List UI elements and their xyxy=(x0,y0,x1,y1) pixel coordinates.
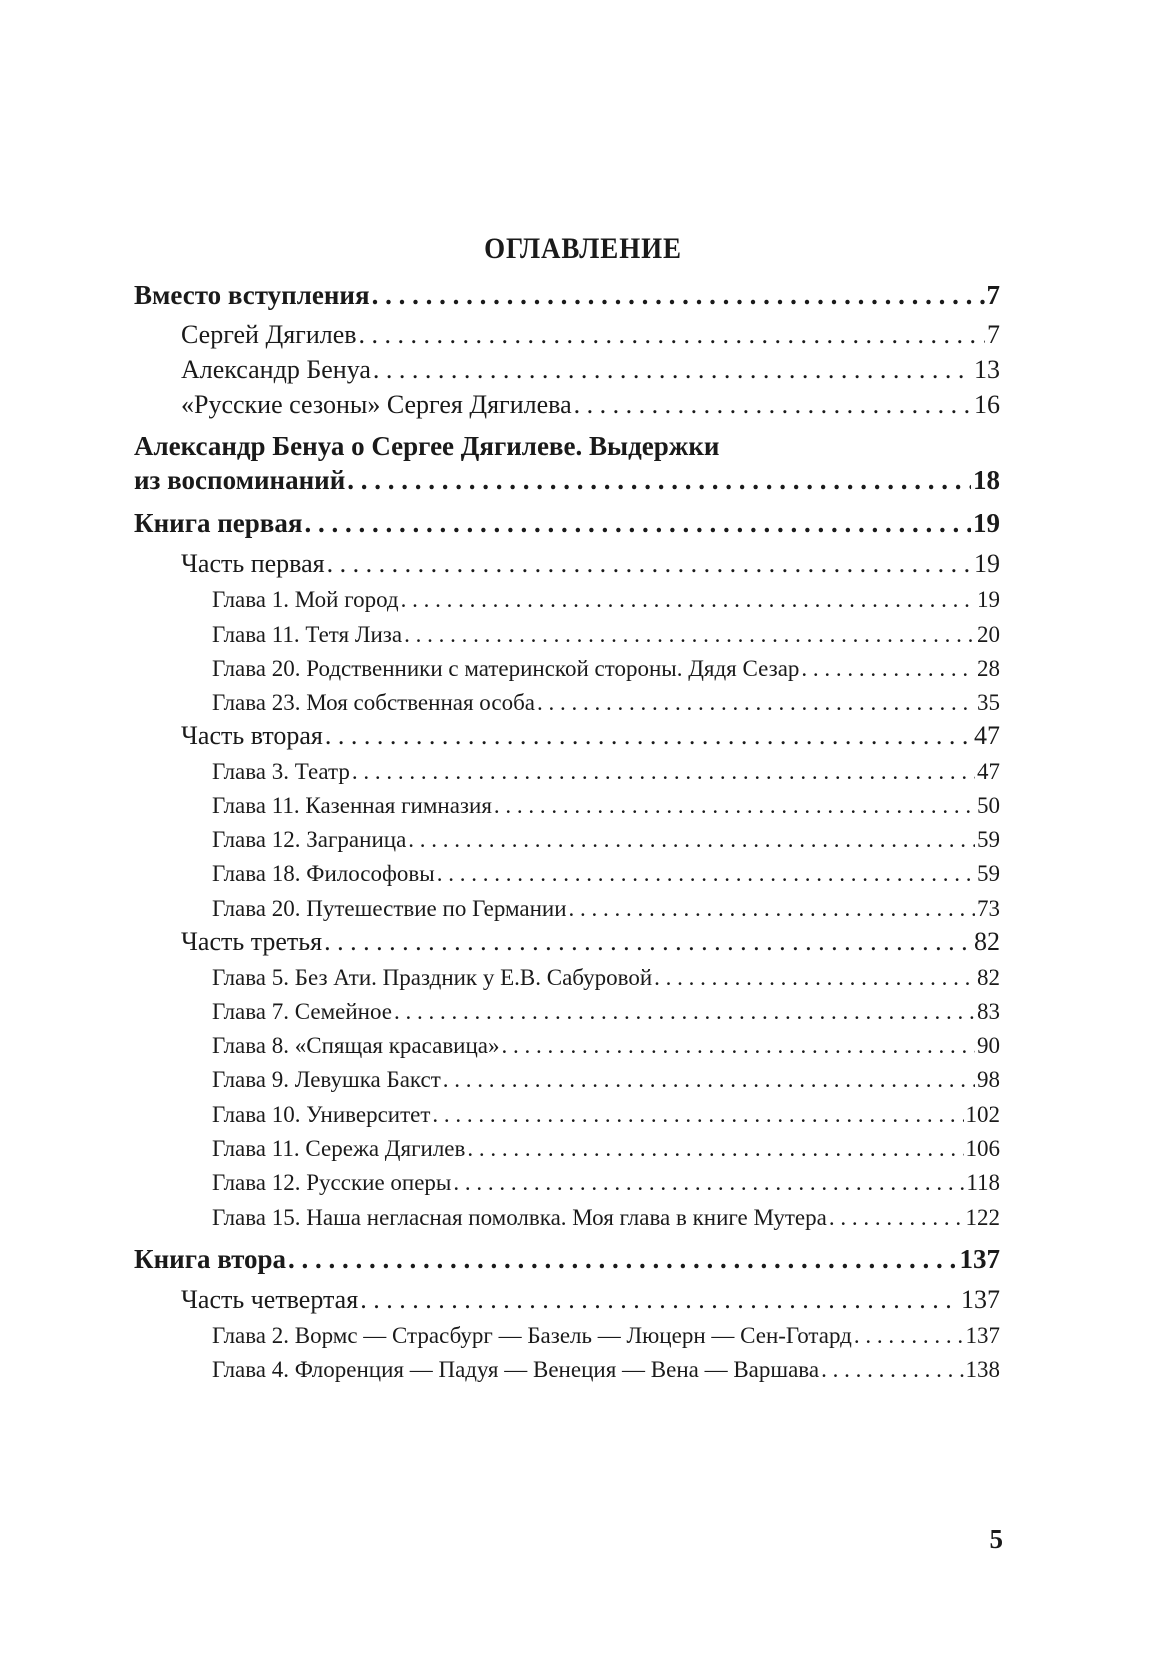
toc-entry-chapter[interactable] xyxy=(212,1103,1000,1126)
page-number: 5 xyxy=(989,1524,1003,1554)
toc-entry-chapter[interactable] xyxy=(212,760,1000,783)
toc-entry-diaghilev[interactable] xyxy=(181,322,1000,348)
dot-leader xyxy=(401,588,975,611)
toc-entry-title: Часть вторая xyxy=(181,721,323,750)
toc-entry-title: Глава 2. Вормс — Страсбург — Базель — Люцерн — Сен-Готард xyxy=(212,1323,852,1348)
toc-entry-title: Глава 11. Сережа Дягилев xyxy=(212,1136,466,1161)
toc-entry-page: 137 xyxy=(965,1323,1000,1348)
dot-leader xyxy=(574,392,972,418)
toc-heading: ОГЛАВЛЕНИЕ xyxy=(484,232,682,265)
toc-entry-page: 122 xyxy=(965,1205,1000,1230)
toc-entry-title: Вместо вступления xyxy=(134,280,370,310)
toc-entry-title: Глава 1. Мой город xyxy=(212,587,399,612)
toc-entry-page: 59 xyxy=(977,827,1000,852)
toc-entry-page: 83 xyxy=(977,999,1000,1024)
toc-entry-page: 35 xyxy=(977,690,1000,715)
toc-entry-title: Глава 11. Казенная гимназия xyxy=(212,793,492,818)
toc-entry-page: 13 xyxy=(974,355,1000,384)
toc-entry-title: Глава 20. Родственники с материнской стороны. Дядя Сезар xyxy=(212,656,800,681)
dot-leader xyxy=(352,760,975,783)
toc-entry-chapter[interactable] xyxy=(212,966,1000,989)
dot-leader xyxy=(537,691,975,714)
toc-entry-page: 19 xyxy=(977,587,1000,612)
toc-entry-chapter[interactable] xyxy=(212,794,1000,817)
toc-entry-chapter[interactable] xyxy=(212,588,1000,611)
toc-entry-title: Глава 5. Без Ати. Праздник у Е.В. Сабуровой xyxy=(212,965,653,990)
toc-entry-title: Глава 4. Флоренция — Падуя — Венеция — Вена — Варшава xyxy=(212,1357,820,1382)
toc-entry-page: 19 xyxy=(974,549,1000,578)
toc-entry-title: из воспоминаний xyxy=(134,465,346,495)
toc-entry-chapter[interactable] xyxy=(212,1000,1000,1023)
toc-entry-chapter[interactable] xyxy=(212,1137,1000,1160)
toc-entry-chapter[interactable] xyxy=(212,1358,1000,1381)
toc-entry-chapter[interactable] xyxy=(212,1206,1000,1229)
toc-entry-title: Глава 8. «Спящая красавица» xyxy=(212,1033,500,1058)
toc-entry-chapter[interactable] xyxy=(212,623,1000,646)
dot-leader xyxy=(443,1068,975,1091)
toc-entry-chapter[interactable] xyxy=(212,828,1000,851)
toc-entry-title: Глава 23. Моя собственная особа xyxy=(212,690,535,715)
toc-entry-title: Книга первая xyxy=(134,508,303,538)
toc-entry-title: Глава 11. Тетя Лиза xyxy=(212,622,403,647)
toc-entry-chapter[interactable] xyxy=(212,1034,1000,1057)
toc-entry-page: 7 xyxy=(987,320,1000,349)
dot-leader xyxy=(372,282,985,309)
toc-entry-title: Глава 9. Левушка Бакст xyxy=(212,1067,441,1092)
toc-entry-page: 7 xyxy=(986,280,1000,310)
toc-entry-chapter[interactable] xyxy=(212,897,1000,920)
dot-leader xyxy=(327,551,972,577)
toc-entry-chapter[interactable] xyxy=(212,691,1000,714)
toc-entry-title: Глава 15. Наша негласная помолвка. Моя глава в книге Мутера xyxy=(212,1205,827,1230)
toc-entry-chapter[interactable] xyxy=(212,1068,1000,1091)
toc-entry-page: 106 xyxy=(965,1136,1000,1161)
toc-entry-memoirs-line1[interactable]: Александр Бенуа о Сергее Дягилеве. Выдержки xyxy=(134,431,720,461)
dot-leader xyxy=(494,794,975,817)
toc-entry-page: 59 xyxy=(977,861,1000,886)
dot-leader xyxy=(453,1171,964,1194)
toc-entry-page: 138 xyxy=(965,1357,1000,1382)
toc-entry-chapter[interactable] xyxy=(212,1171,1000,1194)
toc-entry-page: 47 xyxy=(974,721,1000,750)
toc-entry-part-two[interactable] xyxy=(181,723,1000,749)
toc-entry-page: 18 xyxy=(973,465,1000,495)
toc-entry-title: Глава 10. Университет xyxy=(212,1102,431,1127)
toc-entry-title: Сергей Дягилев xyxy=(181,320,357,349)
toc-entry-russian-seasons[interactable] xyxy=(181,392,1000,418)
dot-leader xyxy=(404,623,975,646)
dot-leader xyxy=(360,1287,959,1313)
toc-entry-book-two[interactable] xyxy=(134,1246,1000,1273)
toc-entry-title: Александр Бенуа xyxy=(181,355,371,384)
dot-leader xyxy=(408,828,975,851)
toc-entry-title: Глава 3. Театр xyxy=(212,759,350,784)
dot-leader xyxy=(325,723,972,749)
dot-leader xyxy=(359,322,985,348)
dot-leader xyxy=(432,1103,963,1126)
toc-entry-chapter[interactable] xyxy=(212,1324,1000,1347)
dot-leader xyxy=(829,1206,964,1229)
toc-entry-page: 137 xyxy=(959,1244,1000,1274)
toc-entry-title: Часть первая xyxy=(181,549,325,578)
toc-entry-benois[interactable] xyxy=(181,357,1000,383)
toc-entry-introduction[interactable] xyxy=(134,282,1000,309)
toc-entry-title: «Русские сезоны» Сергея Дягилева xyxy=(181,390,572,419)
toc-entry-book-one[interactable] xyxy=(134,510,1000,537)
toc-entry-page: 50 xyxy=(977,793,1000,818)
toc-entry-page: 28 xyxy=(977,656,1000,681)
toc-entry-title: Часть третья xyxy=(181,927,323,956)
toc-entry-page: 16 xyxy=(974,390,1000,419)
toc-entry-page: 137 xyxy=(961,1285,1000,1314)
dot-leader xyxy=(347,467,971,494)
dot-leader xyxy=(569,897,975,920)
dot-leader xyxy=(304,510,971,537)
dot-leader xyxy=(394,1000,975,1023)
dot-leader xyxy=(437,862,975,885)
toc-entry-title: Глава 7. Семейное xyxy=(212,999,392,1024)
toc-entry-memoirs[interactable] xyxy=(134,467,1000,494)
dot-leader xyxy=(502,1034,975,1057)
dot-leader xyxy=(854,1324,964,1347)
toc-entry-page: 82 xyxy=(977,965,1000,990)
dot-leader xyxy=(324,929,972,955)
toc-entry-part-one[interactable] xyxy=(181,551,1000,577)
toc-entry-page: 98 xyxy=(977,1067,1000,1092)
toc-entry-page: 82 xyxy=(974,927,1000,956)
dot-leader xyxy=(467,1137,963,1160)
toc-entry-page: 102 xyxy=(965,1102,1000,1127)
dot-leader xyxy=(801,657,975,680)
toc-entry-part-four[interactable] xyxy=(181,1287,1000,1313)
toc-entry-title: Часть четвертая xyxy=(181,1285,359,1314)
dot-leader xyxy=(654,966,975,989)
toc-entry-title: Глава 18. Философовы xyxy=(212,861,435,886)
dot-leader xyxy=(821,1358,963,1381)
toc-entry-chapter[interactable] xyxy=(212,657,1000,680)
toc-entry-page: 90 xyxy=(977,1033,1000,1058)
toc-entry-part-three[interactable] xyxy=(181,929,1000,955)
toc-entry-chapter[interactable] xyxy=(212,862,1000,885)
toc-entry-title: Глава 20. Путешествие по Германии xyxy=(212,896,567,921)
dot-leader xyxy=(288,1246,957,1273)
toc-entry-page: 20 xyxy=(977,622,1000,647)
toc-entry-page: 73 xyxy=(977,896,1000,921)
dot-leader xyxy=(373,357,972,383)
toc-entry-page: 19 xyxy=(973,508,1000,538)
toc-entry-page: 47 xyxy=(977,759,1000,784)
toc-entry-title: Глава 12. Русские оперы xyxy=(212,1170,452,1195)
toc-entry-page: 118 xyxy=(966,1170,1000,1195)
toc-entry-title: Глава 12. Заграница xyxy=(212,827,407,852)
toc-entry-title: Книга втора xyxy=(134,1244,287,1274)
